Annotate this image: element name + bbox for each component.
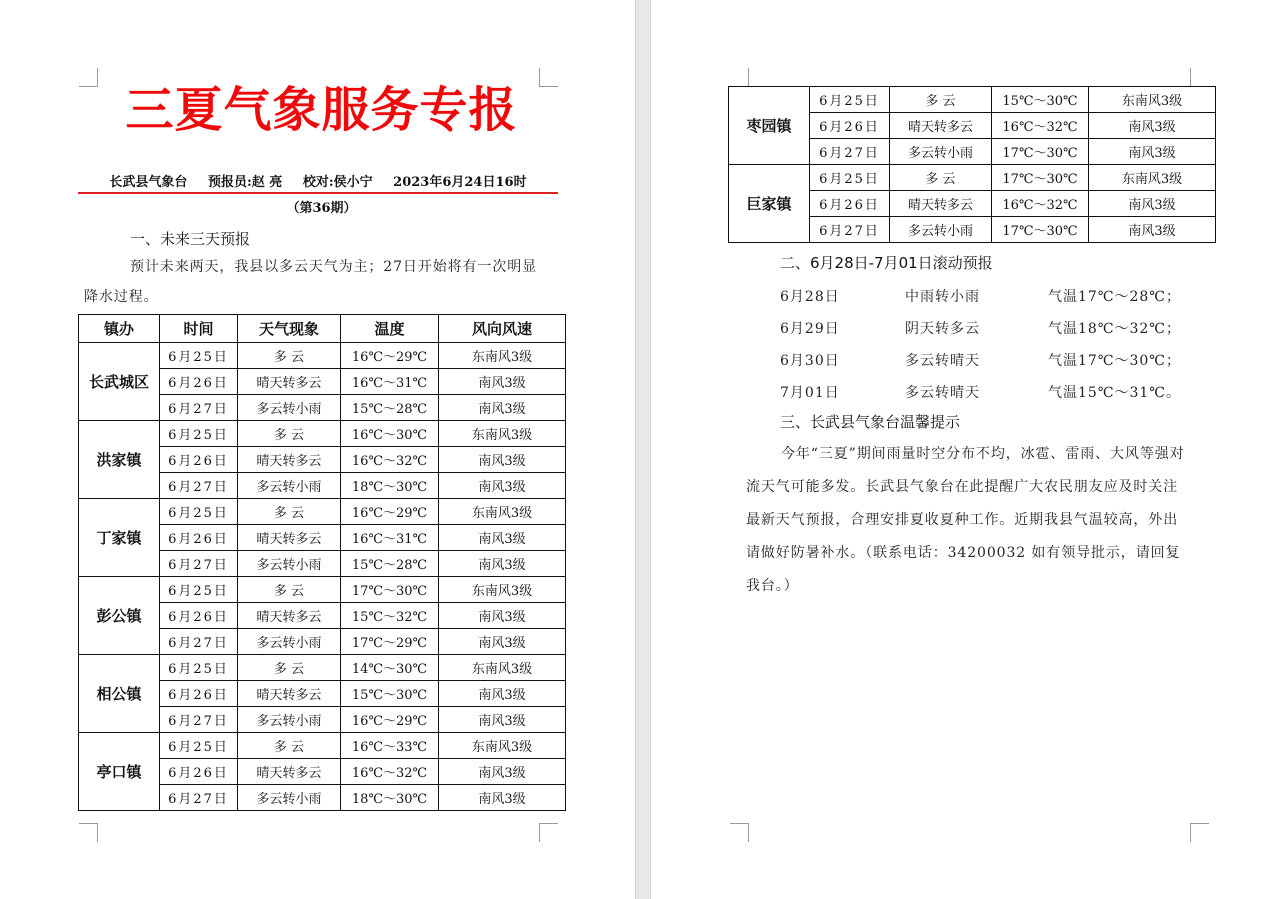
tips-paragraph: 今年“三夏”期间雨量时空分布不均，冰雹、雷雨、大风等强对流天气可能多发。长武县气象台在此提醒广大农民朋友应及时关注最新天气预报，合理安排夏收夏种工作。近期我县气温较高，外出请做好防暑补水。（联系电话：34200032 如有领导批示，请回复我台。） <box>746 446 1185 594</box>
rolling-temperature: 气温17℃～28℃； <box>1048 289 1181 305</box>
rolling-temperature: 气温15℃～31℃。 <box>1048 385 1181 401</box>
temperature-cell: 16℃～32℃ <box>341 447 439 473</box>
crop-mark-top-right <box>1190 68 1209 87</box>
rolling-weather: 多云转晴天 <box>905 385 980 401</box>
temperature-cell: 16℃～29℃ <box>341 707 439 733</box>
page-gutter <box>635 0 651 899</box>
weather-cell: 晴天转多云 <box>238 759 341 785</box>
report-title: 三夏气象服务专报 <box>125 82 518 138</box>
date-cell: 6月26日 <box>160 681 238 707</box>
temperature-cell: 16℃～33℃ <box>341 733 439 759</box>
temperature-cell: 16℃～31℃ <box>341 369 439 395</box>
temperature-cell: 17℃～30℃ <box>992 139 1089 165</box>
rolling-temperature: 气温17℃～30℃； <box>1048 353 1181 369</box>
crop-mark-bottom-right <box>1190 823 1209 842</box>
date-cell: 6月26日 <box>160 525 238 551</box>
temperature-cell: 16℃～32℃ <box>992 113 1089 139</box>
temperature-cell: 16℃～32℃ <box>992 191 1089 217</box>
wind-cell: 东南风3级 <box>439 343 566 369</box>
weather-cell: 晴天转多云 <box>238 525 341 551</box>
section-heading-tips: 三、长武县气象台温馨提示 <box>780 413 961 431</box>
header-temperature: 温度 <box>341 315 439 343</box>
temperature-cell: 16℃～30℃ <box>341 421 439 447</box>
weather-cell: 多 云 <box>890 87 992 113</box>
temperature-cell: 14℃～30℃ <box>341 655 439 681</box>
crop-mark-bottom-left <box>79 823 98 842</box>
temperature-cell: 15℃～30℃ <box>992 87 1089 113</box>
date-cell: 6月25日 <box>810 165 890 191</box>
weather-cell: 多 云 <box>890 165 992 191</box>
wind-cell: 南风3级 <box>439 707 566 733</box>
date-cell: 6月27日 <box>160 707 238 733</box>
wind-cell: 南风3级 <box>439 551 566 577</box>
crop-mark-top-left <box>730 68 749 87</box>
weather-cell: 晴天转多云 <box>238 447 341 473</box>
temperature-cell: 16℃～29℃ <box>341 343 439 369</box>
table-row <box>79 577 566 603</box>
temperature-cell: 17℃～29℃ <box>341 629 439 655</box>
header-town: 镇办 <box>79 315 160 343</box>
date-cell: 6月27日 <box>810 217 890 243</box>
weather-cell: 多云转小雨 <box>238 785 341 811</box>
date-cell: 6月27日 <box>160 785 238 811</box>
weather-cell: 晴天转多云 <box>238 369 341 395</box>
weather-cell: 晴天转多云 <box>238 603 341 629</box>
town-name-cell: 长武城区 <box>79 343 160 421</box>
wind-cell: 南风3级 <box>439 629 566 655</box>
wind-cell: 南风3级 <box>1089 191 1216 217</box>
header-weather: 天气现象 <box>238 315 341 343</box>
table-row <box>79 343 566 369</box>
document-page-1 <box>0 0 635 899</box>
temperature-cell: 17℃～30℃ <box>992 165 1089 191</box>
rolling-weather: 阴天转多云 <box>905 321 980 337</box>
date-cell: 6月27日 <box>160 473 238 499</box>
crop-mark-bottom-right <box>539 823 558 842</box>
date-cell: 6月27日 <box>810 139 890 165</box>
table-row <box>79 655 566 681</box>
wind-cell: 东南风3级 <box>439 499 566 525</box>
temperature-cell: 15℃～28℃ <box>341 395 439 421</box>
wind-cell: 南风3级 <box>1089 139 1216 165</box>
weather-cell: 晴天转多云 <box>238 681 341 707</box>
town-name-cell: 洪家镇 <box>79 421 160 499</box>
wind-cell: 南风3级 <box>439 473 566 499</box>
table-row <box>79 733 566 759</box>
table-row <box>729 87 1216 113</box>
forecast-table-continued <box>728 86 1216 243</box>
weather-cell: 多 云 <box>238 577 341 603</box>
table-row <box>729 165 1216 191</box>
wind-cell: 南风3级 <box>439 525 566 551</box>
weather-cell: 多 云 <box>238 421 341 447</box>
wind-cell: 东南风3级 <box>439 733 566 759</box>
date-cell: 6月27日 <box>160 395 238 421</box>
town-name-cell: 巨家镇 <box>729 165 810 243</box>
table-row <box>79 499 566 525</box>
wind-cell: 东南风3级 <box>439 421 566 447</box>
weather-cell: 多云转小雨 <box>238 473 341 499</box>
wind-cell: 南风3级 <box>439 759 566 785</box>
issue-datetime: 2023年6月24日16时 <box>393 175 527 190</box>
town-name-cell: 枣园镇 <box>729 87 810 165</box>
weather-cell: 多云转小雨 <box>890 217 992 243</box>
date-cell: 6月25日 <box>160 733 238 759</box>
temperature-cell: 18℃～30℃ <box>341 473 439 499</box>
forecast-table-continued-body <box>729 87 1216 243</box>
date-cell: 6月26日 <box>160 369 238 395</box>
temperature-cell: 15℃～28℃ <box>341 551 439 577</box>
wind-cell: 南风3级 <box>1089 113 1216 139</box>
header-date: 时间 <box>160 315 238 343</box>
wind-cell: 南风3级 <box>439 395 566 421</box>
temperature-cell: 15℃～32℃ <box>341 603 439 629</box>
rolling-date: 6月30日 <box>780 353 840 369</box>
town-name-cell: 丁家镇 <box>79 499 160 577</box>
forecast-paragraph: 预计未来两天，我县以多云天气为主；27日开始将有一次明显降水过程。 <box>84 259 538 305</box>
wind-cell: 南风3级 <box>439 603 566 629</box>
weather-cell: 多云转小雨 <box>890 139 992 165</box>
wind-cell: 东南风3级 <box>439 577 566 603</box>
weather-cell: 多云转小雨 <box>238 551 341 577</box>
station-name: 长武县气象台 <box>109 175 188 190</box>
forecast-table-body <box>79 343 566 811</box>
temperature-cell: 17℃～30℃ <box>992 217 1089 243</box>
date-cell: 6月27日 <box>160 629 238 655</box>
date-cell: 6月26日 <box>810 191 890 217</box>
forecaster: 预报员:赵 亮 <box>207 175 283 190</box>
date-cell: 6月26日 <box>160 603 238 629</box>
date-cell: 6月25日 <box>160 577 238 603</box>
town-name-cell: 彭公镇 <box>79 577 160 655</box>
crop-mark-bottom-left <box>730 823 749 842</box>
document-page-2 <box>651 0 1286 899</box>
date-cell: 6月26日 <box>160 447 238 473</box>
date-cell: 6月25日 <box>160 421 238 447</box>
wind-cell: 东南风3级 <box>439 655 566 681</box>
section-heading-forecast: 一、未来三天预报 <box>130 230 251 248</box>
section-heading-rolling: 二、6月28日-7月01日滚动预报 <box>780 254 993 272</box>
wind-cell: 南风3级 <box>439 785 566 811</box>
weather-cell: 多 云 <box>238 499 341 525</box>
wind-cell: 东南风3级 <box>1089 87 1216 113</box>
date-cell: 6月25日 <box>810 87 890 113</box>
temperature-cell: 16℃～31℃ <box>341 525 439 551</box>
forecast-table <box>78 314 566 811</box>
rolling-temperature: 气温18℃～32℃； <box>1048 321 1181 337</box>
wind-cell: 南风3级 <box>439 681 566 707</box>
date-cell: 6月25日 <box>160 343 238 369</box>
date-cell: 6月26日 <box>810 113 890 139</box>
weather-cell: 多 云 <box>238 343 341 369</box>
proofreader: 校对:侯小宁 <box>302 175 373 190</box>
weather-cell: 多云转小雨 <box>238 395 341 421</box>
weather-cell: 多云转小雨 <box>238 707 341 733</box>
rolling-weather: 中雨转小雨 <box>905 289 980 305</box>
town-name-cell: 亭口镇 <box>79 733 160 811</box>
rolling-date: 7月01日 <box>780 385 840 401</box>
weather-cell: 多云转小雨 <box>238 629 341 655</box>
date-cell: 6月25日 <box>160 499 238 525</box>
town-name-cell: 相公镇 <box>79 655 160 733</box>
date-cell: 6月27日 <box>160 551 238 577</box>
temperature-cell: 15℃～30℃ <box>341 681 439 707</box>
wind-cell: 南风3级 <box>1089 217 1216 243</box>
temperature-cell: 18℃～30℃ <box>341 785 439 811</box>
weather-cell: 晴天转多云 <box>890 113 992 139</box>
weather-cell: 多 云 <box>238 655 341 681</box>
weather-cell: 多 云 <box>238 733 341 759</box>
weather-cell: 晴天转多云 <box>890 191 992 217</box>
temperature-cell: 17℃～30℃ <box>341 577 439 603</box>
wind-cell: 东南风3级 <box>1089 165 1216 191</box>
wind-cell: 南风3级 <box>439 447 566 473</box>
rolling-date: 6月29日 <box>780 321 840 337</box>
temperature-cell: 16℃～32℃ <box>341 759 439 785</box>
temperature-cell: 16℃～29℃ <box>341 499 439 525</box>
issue-number: （第36期） <box>286 201 357 216</box>
wind-cell: 南风3级 <box>439 369 566 395</box>
header-wind: 风向风速 <box>439 315 566 343</box>
table-row <box>79 421 566 447</box>
date-cell: 6月26日 <box>160 759 238 785</box>
table-header-row <box>79 315 566 343</box>
date-cell: 6月25日 <box>160 655 238 681</box>
rolling-weather: 多云转晴天 <box>905 353 980 369</box>
rolling-date: 6月28日 <box>780 289 840 305</box>
issuer-line <box>78 174 558 194</box>
